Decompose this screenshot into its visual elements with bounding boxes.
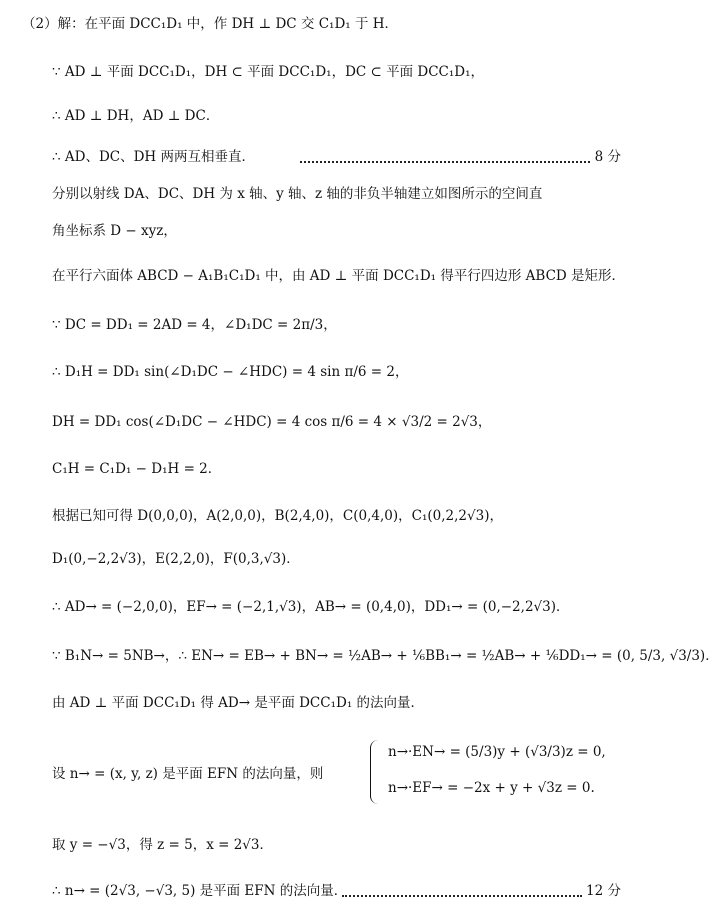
- solution-line-11: C₁H = C₁D₁ − D₁H = 2．: [52, 461, 222, 477]
- dotted-leader: [342, 886, 582, 897]
- system-lead: 设 n→ = (x, y, z) 是平面 EFN 的法向量，则: [52, 766, 324, 782]
- solution-line-18: ∴ n→ = (2√3, −√3, 5) 是平面 EFN 的法向量．: [52, 883, 348, 899]
- solution-line-9: ∴ D₁H = DD₁ sin(∠D₁DC − ∠HDC) = 4 sin π/6 = 2，: [52, 364, 409, 380]
- score-label: 12 分: [586, 883, 621, 899]
- solution-line-12: 根据已知可得 D(0,0,0)，A(2,0,0)，B(2,4,0)，C(0,4,0)，C₁(0,2,2√3)，: [52, 508, 503, 524]
- solution-line-3: ∴ AD ⊥ DH，AD ⊥ DC．: [52, 108, 220, 124]
- score-label: 8 分: [594, 149, 621, 165]
- score-mark-12: [342, 881, 621, 901]
- solution-line-1: （2）解：在平面 DCC₁D₁ 中，作 DH ⊥ DC 交 C₁D₁ 于 H．: [22, 16, 399, 32]
- system-equation-1: n→·EN→ = (5/3)y + (√3/3)z = 0,: [388, 744, 606, 760]
- solution-line-16: 由 AD ⊥ 平面 DCC₁D₁ 得 AD→ 是平面 DCC₁D₁ 的法向量．: [52, 695, 425, 711]
- system-equation-2: n→·EF→ = −2x + y + √3z = 0.: [388, 780, 595, 796]
- dotted-leader: [300, 152, 590, 163]
- solution-line-10: DH = DD₁ cos(∠D₁DC − ∠HDC) = 4 cos π/6 = 4 × √3/2 = 2√3，: [52, 414, 492, 430]
- solution-line-4: ∴ AD、DC、DH 两两互相垂直．: [52, 149, 255, 165]
- solution-line-6: 角坐标系 D − xyz，: [52, 223, 177, 239]
- score-mark-8: [300, 147, 621, 167]
- solution-line-14: ∴ AD→ = (−2,0,0)，EF→ = (−2,1,√3)，AB→ = (0,4,0)，DD₁→ = (0,−2,2√3)．: [52, 599, 570, 615]
- solution-line-15: ∵ B₁N→ = 5NB→，∴ EN→ = EB→ + BN→ = ½AB→ + ⅙BB₁→ = ½AB→ + ⅙DD₁→ = (0, 5/3, √3/3)．: [52, 648, 719, 664]
- solution-line-2: ∵ AD ⊥ 平面 DCC₁D₁，DH ⊂ 平面 DCC₁D₁，DC ⊂ 平面 DCC₁D₁，: [52, 64, 485, 80]
- solution-line-17: 取 y = −√3，得 z = 5，x = 2√3．: [52, 837, 273, 853]
- solution-line-8: ∵ DC = DD₁ = 2AD = 4，∠D₁DC = 2π/3，: [52, 317, 337, 333]
- solution-line-7: 在平行六面体 ABCD − A₁B₁C₁D₁ 中，由 AD ⊥ 平面 DCC₁D₁ 得平行四边形 ABCD 是矩形．: [52, 268, 626, 284]
- solution-line-5: 分别以射线 DA、DC、DH 为 x 轴、y 轴、z 轴的非负半轴建立如图所示的空间直: [52, 186, 543, 202]
- left-brace-icon: [370, 740, 381, 804]
- solution-line-13: D₁(0,−2,2√3)，E(2,2,0)，F(0,3,√3)．: [52, 551, 300, 567]
- equation-system: [52, 738, 612, 808]
